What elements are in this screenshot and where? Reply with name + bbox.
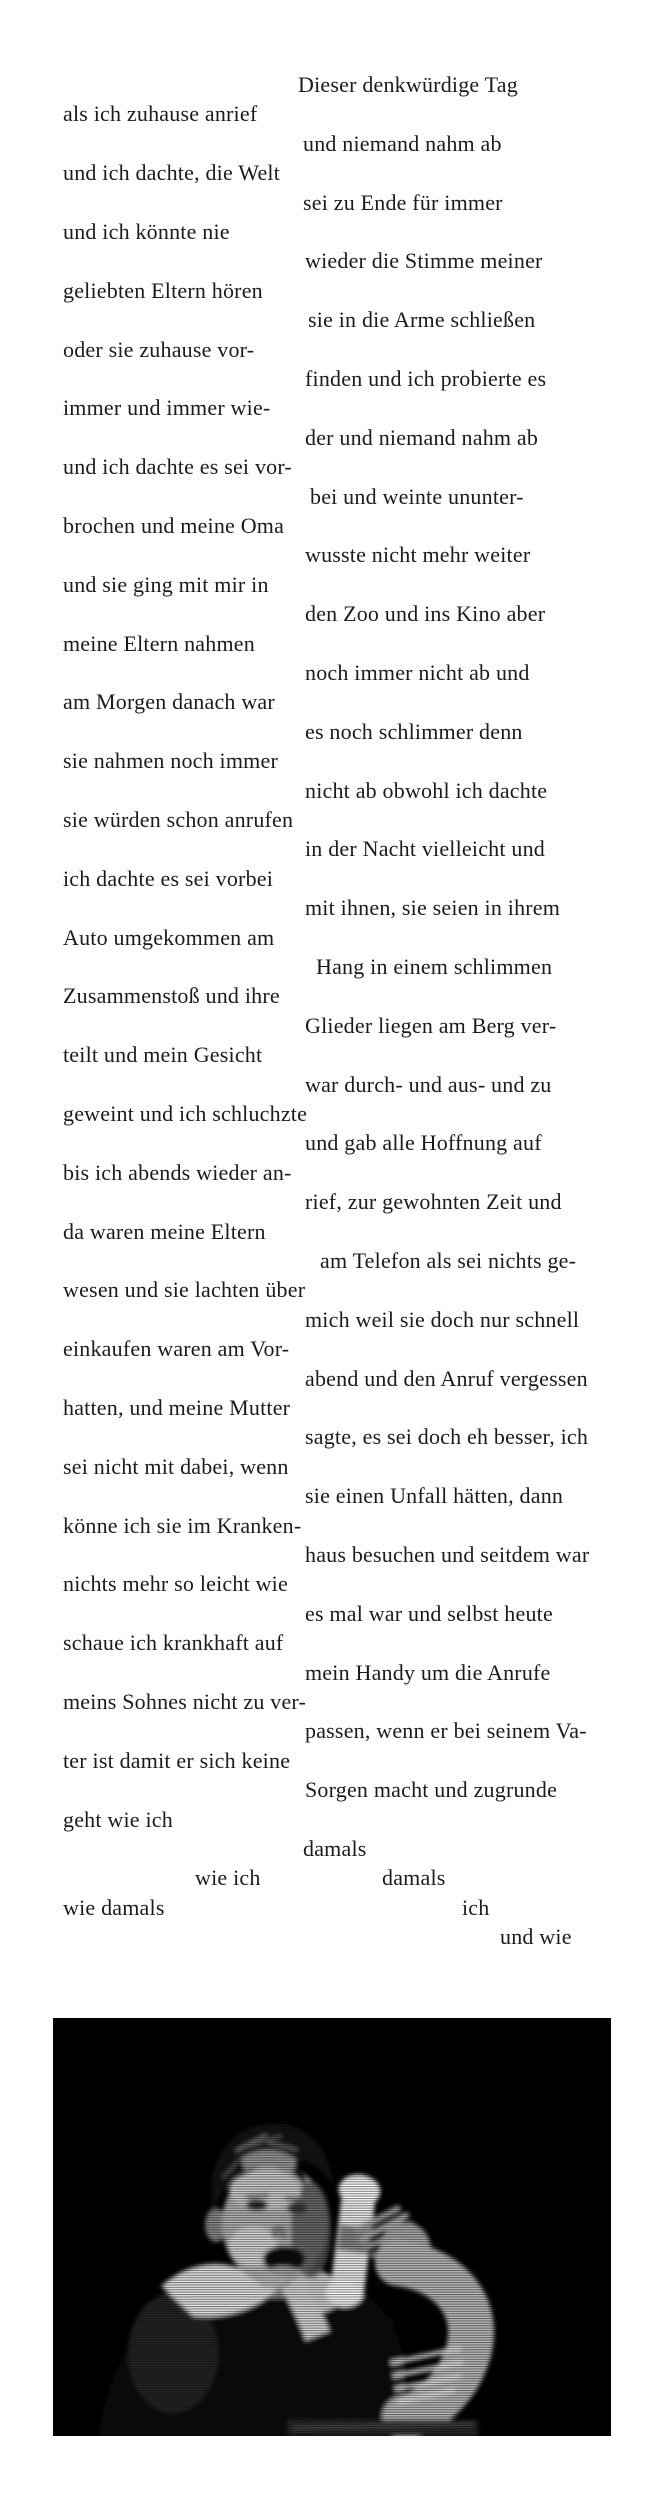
- poem-line-segment: wusste nicht mehr weiter: [305, 542, 531, 568]
- poem-line: [0, 1569, 660, 1599]
- poem-line-segment: wie damals: [63, 1894, 165, 1920]
- poem-line: [0, 1775, 660, 1805]
- poem-line: [0, 129, 660, 159]
- poem-line-segment: schaue ich krankhaft auf: [63, 1630, 284, 1656]
- poem-line: [0, 276, 660, 306]
- poem-line: [0, 1187, 660, 1217]
- poem-line: [0, 99, 660, 129]
- poem-line-segment: am Morgen danach war: [63, 689, 275, 715]
- poem-line-segment: der und niemand nahm ab: [305, 424, 539, 450]
- poem-line: [0, 1628, 660, 1658]
- poem-line: [0, 482, 660, 512]
- poem-line-segment: und gab alle Hoffnung auf: [305, 1130, 542, 1156]
- poem-line-segment: könne ich sie im Kranken-: [63, 1512, 302, 1538]
- poem-line-segment: meins Sohnes nicht zu ver-: [63, 1689, 307, 1714]
- poem-line: [0, 364, 660, 394]
- poem-line-segment: sie würden schon anrufen: [63, 807, 294, 832]
- poem-line-segment: nicht ab obwohl ich dachte: [305, 777, 548, 803]
- poem-line: [0, 1863, 660, 1893]
- poem-line-segment: ich: [462, 1894, 490, 1920]
- poem-line-segment: war durch- und aus- und zu: [305, 1071, 552, 1097]
- poem-line-segment: finden und ich probierte es: [305, 366, 547, 391]
- poem-line-segment: Glieder liegen am Berg ver-: [305, 1012, 557, 1038]
- poem-line: [0, 1011, 660, 1041]
- poem-line-segment: Hang in einem schlimmen: [316, 954, 553, 979]
- poem-line-segment: mit ihnen, sie seien in ihrem: [305, 895, 561, 921]
- poem-line-segment: geliebten Eltern hören: [63, 277, 263, 303]
- poem-line: [0, 1511, 660, 1541]
- poem-line: [0, 834, 660, 864]
- poem-line: [0, 658, 660, 688]
- poem-line: [0, 423, 660, 453]
- poem-line-segment: nichts mehr so leicht wie: [63, 1571, 288, 1597]
- poem-line: [0, 1893, 660, 1923]
- poem-line: [0, 1452, 660, 1482]
- poem-line: [0, 1070, 660, 1100]
- poem-line: [0, 217, 660, 247]
- poem-line-segment: Auto umgekommen am: [63, 924, 275, 950]
- poem-line: [0, 452, 660, 482]
- poem-line: [0, 1099, 660, 1129]
- poem-line-segment: meine Eltern nahmen: [63, 630, 255, 656]
- poem-line: [0, 1393, 660, 1423]
- poem-line-segment: ter ist damit er sich keine: [63, 1747, 291, 1773]
- poem-line: [0, 1334, 660, 1364]
- poem-line-segment: teilt und mein Gesicht: [63, 1042, 263, 1068]
- poem-line-segment: es noch schlimmer denn: [305, 718, 523, 744]
- poem-line: [0, 570, 660, 600]
- poem-line-segment: mich weil sie doch nur schnell: [305, 1306, 580, 1332]
- poem-line-segment: und ich könnte nie: [63, 219, 230, 244]
- poem-line-segment: wieder die Stimme meiner: [305, 248, 543, 274]
- poem-line: [0, 1481, 660, 1511]
- poem-line-segment: sagte, es sei doch eh besser, ich: [305, 1424, 589, 1450]
- poem-line: [0, 1305, 660, 1335]
- poem-line: [0, 1716, 660, 1746]
- poem-line-segment: mein Handy um die Anrufe: [305, 1659, 551, 1685]
- poem-line-segment: den Zoo und ins Kino aber: [305, 601, 546, 627]
- poem-line: [0, 717, 660, 747]
- poem-line-segment: sie einen Unfall hätten, dann: [305, 1483, 564, 1509]
- poem-line-segment: geht wie ich: [63, 1806, 173, 1832]
- poem-line: [0, 1158, 660, 1188]
- poem-line: [0, 158, 660, 188]
- poem-line: [0, 1687, 660, 1717]
- poem-line: [0, 981, 660, 1011]
- poem-line-segment: und niemand nahm ab: [303, 130, 502, 156]
- poem-line-segment: geweint und ich schluchzte: [63, 1101, 308, 1126]
- poem-line-segment: immer und immer wie-: [63, 395, 271, 421]
- poem-line-segment: oder sie zuhause vor-: [63, 336, 255, 362]
- poem-line-segment: als ich zuhause anrief: [63, 101, 258, 127]
- poem-line-segment: sie nahmen noch immer: [63, 748, 278, 774]
- poem-line: [0, 1805, 660, 1835]
- poem-line-segment: ich dachte es sei vorbei: [63, 865, 274, 891]
- poem-line-segment: Zusammenstoß und ihre: [63, 983, 280, 1009]
- poem-line-segment: bei und weinte ununter-: [310, 483, 524, 509]
- poem-line-segment: am Telefon als sei nichts ge-: [320, 1248, 577, 1273]
- poem-line: [0, 1658, 660, 1688]
- poem-line-segment: sei nicht mit dabei, wenn: [63, 1453, 289, 1479]
- poem-line-segment: und ich dachte es sei vor-: [63, 454, 292, 480]
- poem-line-segment: sei zu Ende für immer: [303, 189, 503, 215]
- poem-line: [0, 1834, 660, 1864]
- poem-line: [0, 540, 660, 570]
- poem-line-segment: es mal war und selbst heute: [305, 1600, 553, 1626]
- poem-line: [0, 923, 660, 953]
- scanline-overlay: [53, 2018, 611, 2436]
- poem-line-segment: brochen und meine Oma: [63, 513, 285, 538]
- poem-line: [0, 511, 660, 541]
- poem-line: [0, 746, 660, 776]
- poem-line-segment: haus besuchen und seitdem war: [305, 1542, 590, 1567]
- poem-line: [0, 1040, 660, 1070]
- poem-line-segment: in der Nacht vielleicht und: [305, 836, 545, 862]
- poem-line: [0, 70, 660, 100]
- poem-line: [0, 805, 660, 835]
- poem-line-segment: damals: [382, 1865, 446, 1891]
- poem-line: [0, 1275, 660, 1305]
- poem-line-segment: wesen und sie lachten über: [63, 1277, 306, 1303]
- poem-line: [0, 599, 660, 629]
- poem-line-segment: und wie: [500, 1924, 572, 1950]
- poem-line-segment: abend und den Anruf vergessen: [305, 1365, 588, 1391]
- poem-line: [0, 1599, 660, 1629]
- poem-line-segment: und ich dachte, die Welt: [63, 160, 281, 186]
- poem-line: [0, 687, 660, 717]
- poem-line: [0, 1422, 660, 1452]
- poem-line: [0, 393, 660, 423]
- child-photo-graphic: [53, 2018, 611, 2436]
- poem-line-segment: rief, zur gewohnten Zeit und: [305, 1189, 562, 1215]
- poem-line: [0, 1746, 660, 1776]
- poem-line: [0, 1364, 660, 1394]
- poem-line-segment: Dieser denkwürdige Tag: [298, 72, 518, 97]
- poem-line-segment: noch immer nicht ab und: [305, 660, 530, 685]
- poem-line: [0, 1246, 660, 1276]
- poem-line-segment: hatten, und meine Mutter: [63, 1395, 291, 1420]
- child-with-telephone-photo: [53, 2018, 611, 2436]
- poem: [0, 70, 660, 1970]
- poem-line-segment: sie in die Arme schließen: [308, 307, 536, 333]
- poem-line: [0, 1217, 660, 1247]
- poem-line: [0, 1922, 660, 1952]
- poem-line-segment: passen, wenn er bei seinem Va-: [305, 1718, 587, 1744]
- poem-line-segment: da waren meine Eltern: [63, 1218, 266, 1244]
- poem-line: [0, 952, 660, 982]
- poem-line-segment: wie ich: [195, 1865, 261, 1891]
- poem-line: [0, 864, 660, 894]
- poem-line-segment: damals: [303, 1836, 367, 1861]
- poem-line-segment: einkaufen waren am Vor-: [63, 1336, 290, 1362]
- poem-line-segment: Sorgen macht und zugrunde: [305, 1777, 558, 1803]
- poem-line: [0, 246, 660, 276]
- poem-line: [0, 893, 660, 923]
- poem-line: [0, 305, 660, 335]
- poem-line: [0, 335, 660, 365]
- poem-line: [0, 776, 660, 806]
- poem-line: [0, 1540, 660, 1570]
- poem-line-segment: und sie ging mit mir in: [63, 571, 269, 597]
- poem-line: [0, 188, 660, 218]
- poem-line-segment: bis ich abends wieder an-: [63, 1159, 292, 1185]
- poem-line: [0, 629, 660, 659]
- poem-line: [0, 1128, 660, 1158]
